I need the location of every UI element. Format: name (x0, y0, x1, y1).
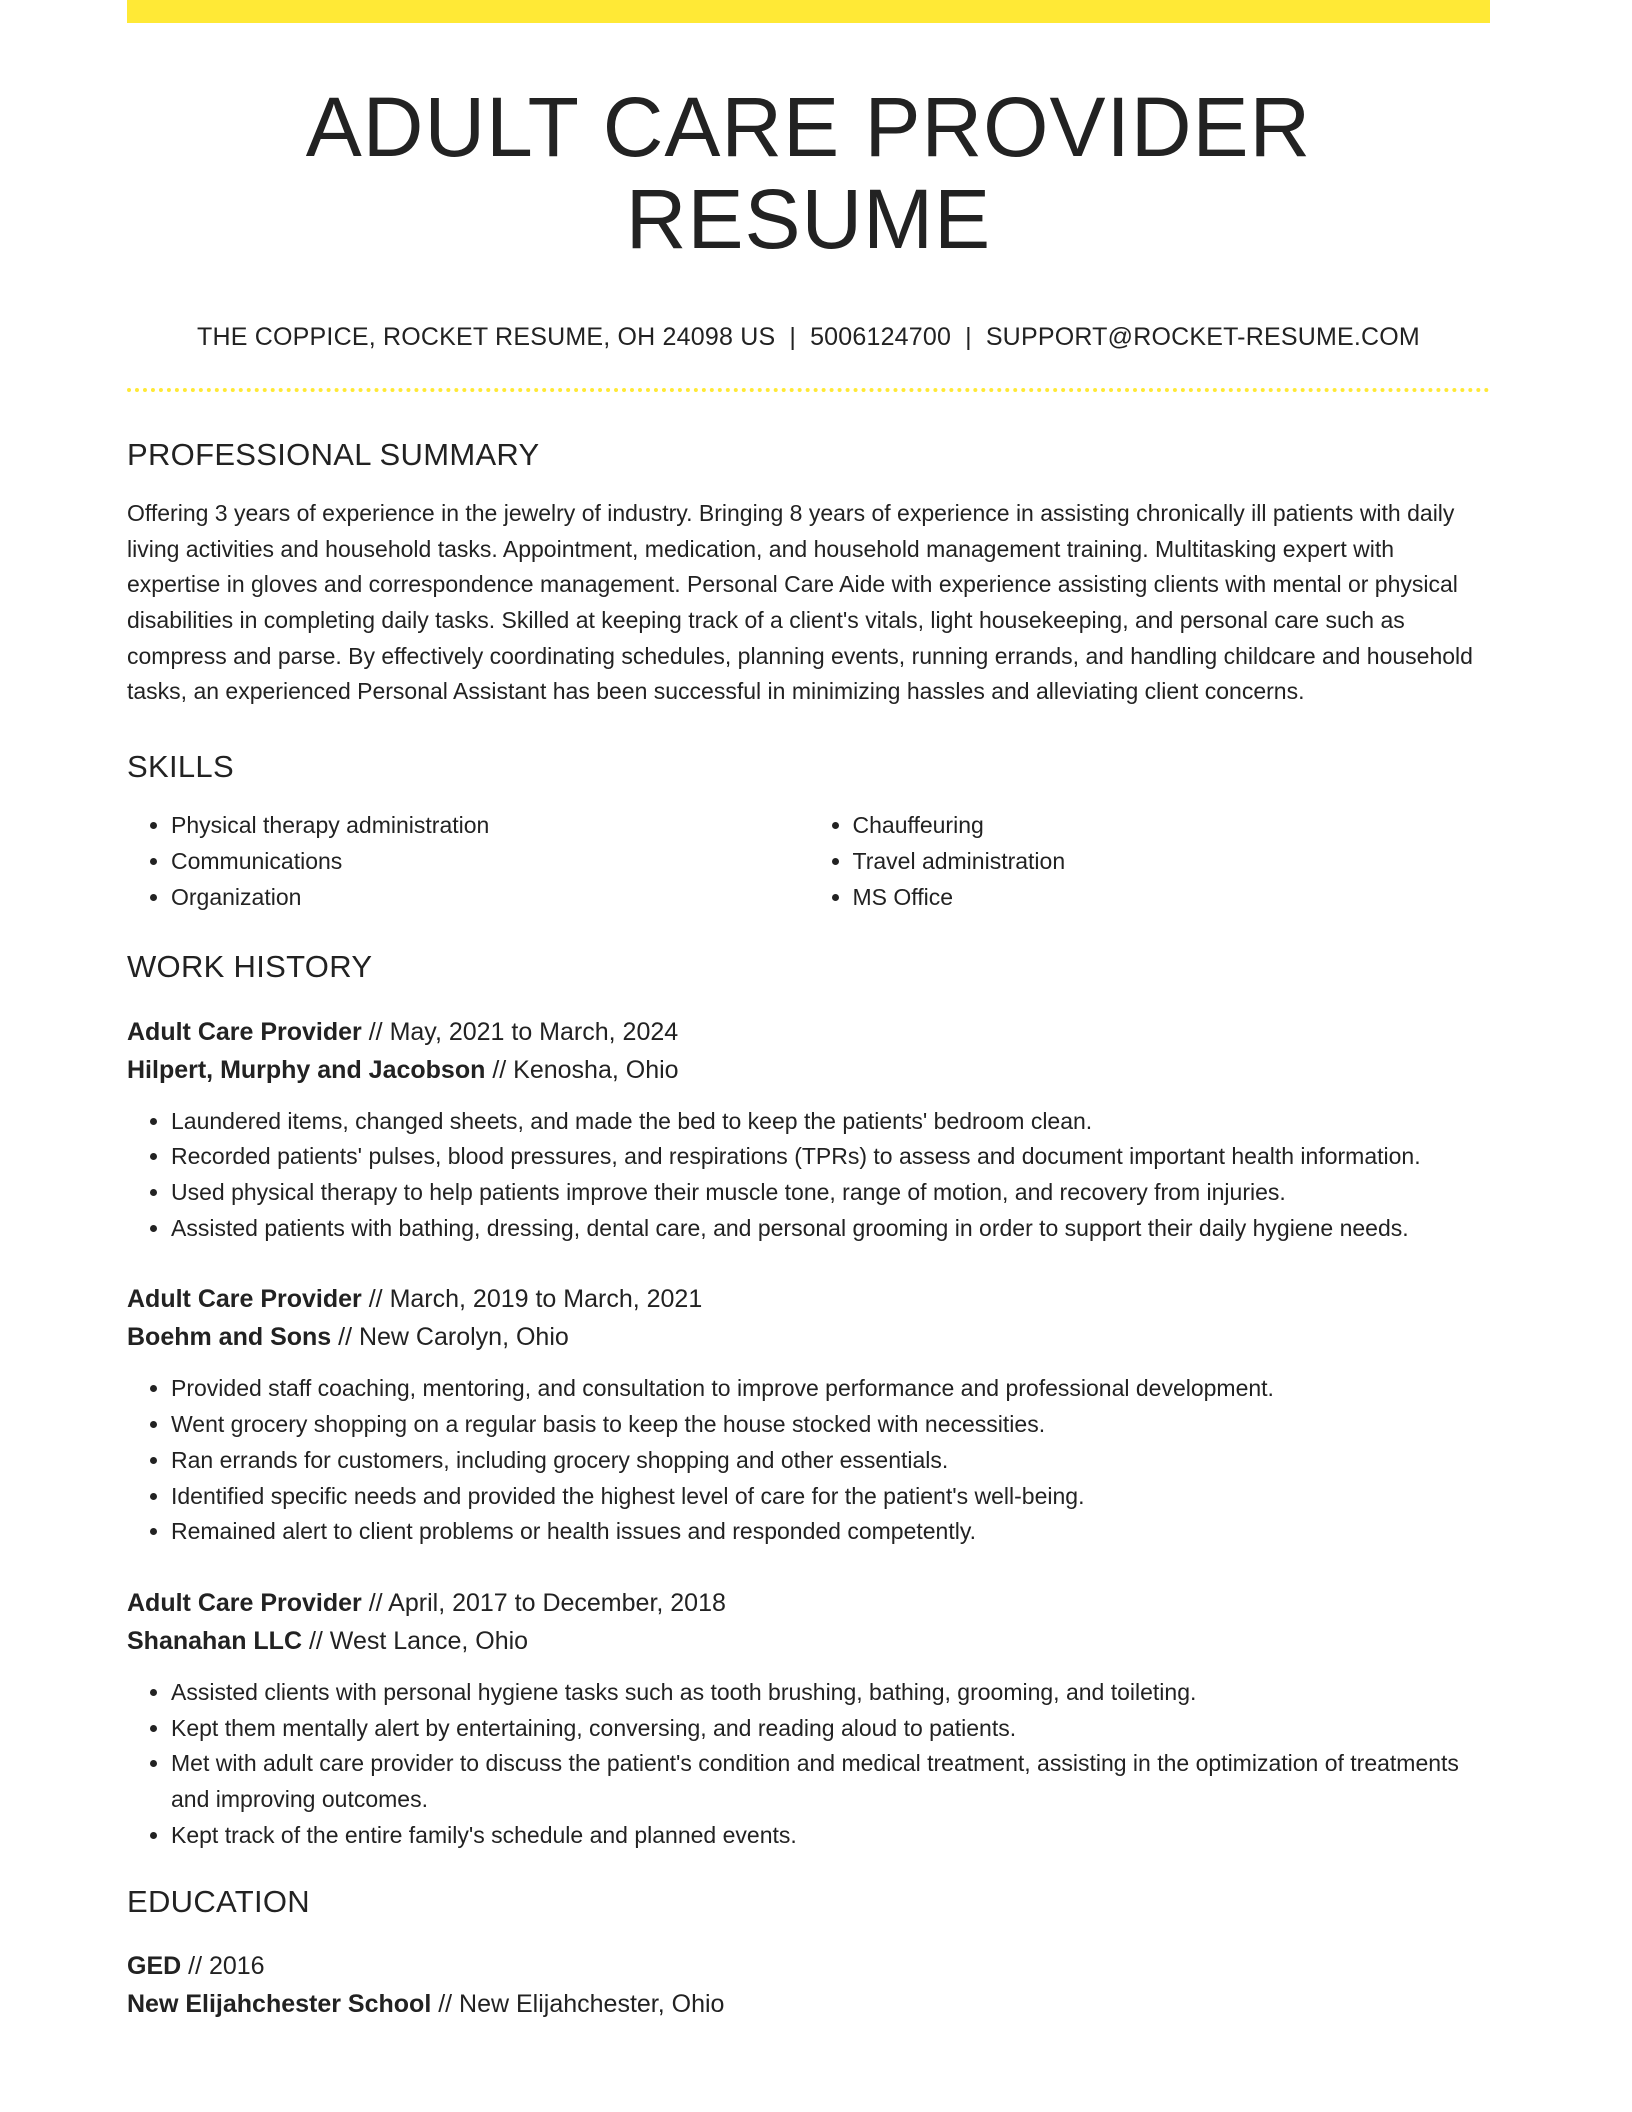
accent-bar (127, 0, 1490, 23)
contact-line (127, 322, 1490, 352)
duty-item: • Assisted patients with bathing, dressing, dental care, and personal grooming in order to support their daily hygiene needs. (171, 1211, 1490, 1247)
education-entry (127, 1947, 1490, 2023)
skill-item: • Physical therapy administration (171, 808, 809, 844)
degree-year: // 2016 (181, 1951, 265, 1980)
job-entry (127, 1280, 1490, 1550)
duty-item: • Kept them mentally alert by entertaining, conversing, and reading aloud to patients. (171, 1711, 1490, 1747)
skill-item: • Travel administration (853, 844, 1491, 880)
job-company: Hilpert, Murphy and Jacobson (127, 1055, 486, 1084)
duty-item: • Ran errands for customers, including grocery shopping and other essentials. (171, 1443, 1490, 1479)
skills-heading: SKILLS (127, 749, 234, 785)
degree-line (127, 1947, 1490, 1985)
contact-email: SUPPORT@ROCKET-RESUME.COM (985, 322, 1420, 351)
job-company: Boehm and Sons (127, 1323, 332, 1352)
job-dates: // April, 2017 to December, 2018 (361, 1589, 726, 1617)
resume-page (127, 0, 1490, 2023)
contact-address: THE COPPICE, ROCKET RESUME, OH 24098 US (197, 322, 776, 351)
job-location: // West Lance, Ohio (302, 1627, 529, 1655)
job-duties (127, 1104, 1490, 1247)
job-company: Shanahan LLC (127, 1627, 303, 1655)
job-company-line (127, 1051, 1490, 1089)
skill-item: • Chauffeuring (853, 808, 1491, 844)
resume-title: ADULT CARE PROVIDER RESUME (305, 80, 1312, 267)
job-entry (127, 1584, 1490, 1854)
skills-column-left (127, 808, 809, 915)
school-location: // New Elijahchester, Ohio (431, 1989, 725, 2018)
job-location: // Kenosha, Ohio (485, 1055, 679, 1084)
job-duties (127, 1371, 1490, 1550)
work-history-heading: WORK HISTORY (127, 949, 373, 985)
job-company-line (127, 1622, 1490, 1660)
duty-item: • Kept track of the entire family's schedule and planned events. (171, 1818, 1490, 1854)
duty-item: • Went grocery shopping on a regular basis to keep the house stocked with necessities. (171, 1407, 1490, 1443)
skill-item: • Communications (171, 844, 809, 880)
job-title: Adult Care Provider (127, 1017, 362, 1046)
job-entry (127, 1013, 1490, 1247)
duty-item: • Met with adult care provider to discuss the patient's condition and medical treatment, assisting in the optimization of treatments and improving outcomes. (171, 1746, 1490, 1817)
duty-item: • Provided staff coaching, mentoring, and consultation to improve performance and professional development. (171, 1371, 1490, 1407)
contact-separator: | (965, 322, 972, 351)
job-title-line (127, 1280, 1490, 1318)
header-divider (127, 388, 1490, 392)
job-duties (127, 1675, 1490, 1854)
skills-column-right (809, 808, 1491, 915)
job-title-line (127, 1584, 1490, 1622)
job-location: // New Carolyn, Ohio (331, 1323, 569, 1352)
job-dates: // March, 2019 to March, 2021 (361, 1285, 703, 1314)
duty-item: • Identified specific needs and provided the highest level of care for the patient's well-being. (171, 1479, 1490, 1515)
job-dates: // May, 2021 to March, 2024 (361, 1017, 679, 1046)
job-title: Adult Care Provider (127, 1589, 362, 1617)
contact-separator: | (789, 322, 797, 351)
duty-item: • Used physical therapy to help patients improve their muscle tone, range of motion, and recovery from injuries. (171, 1175, 1490, 1211)
duty-item: • Recorded patients' pulses, blood pressures, and respirations (TPRs) to assess and document important health information. (171, 1139, 1490, 1175)
education-heading: EDUCATION (127, 1883, 310, 1919)
degree: GED (127, 1951, 182, 1980)
job-company-line (127, 1318, 1490, 1356)
contact-phone: 5006124700 (810, 322, 952, 351)
skill-item: • Organization (171, 880, 809, 916)
summary-heading: PROFESSIONAL SUMMARY (127, 436, 540, 472)
school-name: New Elijahchester School (127, 1989, 432, 2018)
school-line (127, 1985, 1490, 2023)
skills-list (127, 808, 1490, 915)
duty-item: • Laundered items, changed sheets, and made the bed to keep the patients' bedroom clean. (171, 1104, 1490, 1140)
job-title: Adult Care Provider (127, 1285, 362, 1314)
duty-item: • Assisted clients with personal hygiene tasks such as tooth brushing, bathing, grooming, and toileting. (171, 1675, 1490, 1711)
duty-item: • Remained alert to client problems or health issues and responded competently. (171, 1514, 1490, 1550)
job-title-line (127, 1013, 1490, 1051)
skill-item: • MS Office (853, 880, 1491, 916)
summary-text: Offering 3 years of experience in the jewelry of industry. Bringing 8 years of experience in assisting chronically ill patients with daily living activities and household tasks. Appointment, medication, and household management training. Multitasking expert with expertise in gloves and correspondence management. Personal Care Aide with experience assisting clients with mental or physical disabilities in completing daily tasks. Skilled at keeping track of a client's vitals, light housekeeping, and personal care such as compress and parse. By effectively coordinating schedules, planning events, running errands, and handling childcare and household tasks, an experienced Personal Assistant has been successful in minimizing hassles and alleviating client concerns. (127, 499, 1473, 705)
